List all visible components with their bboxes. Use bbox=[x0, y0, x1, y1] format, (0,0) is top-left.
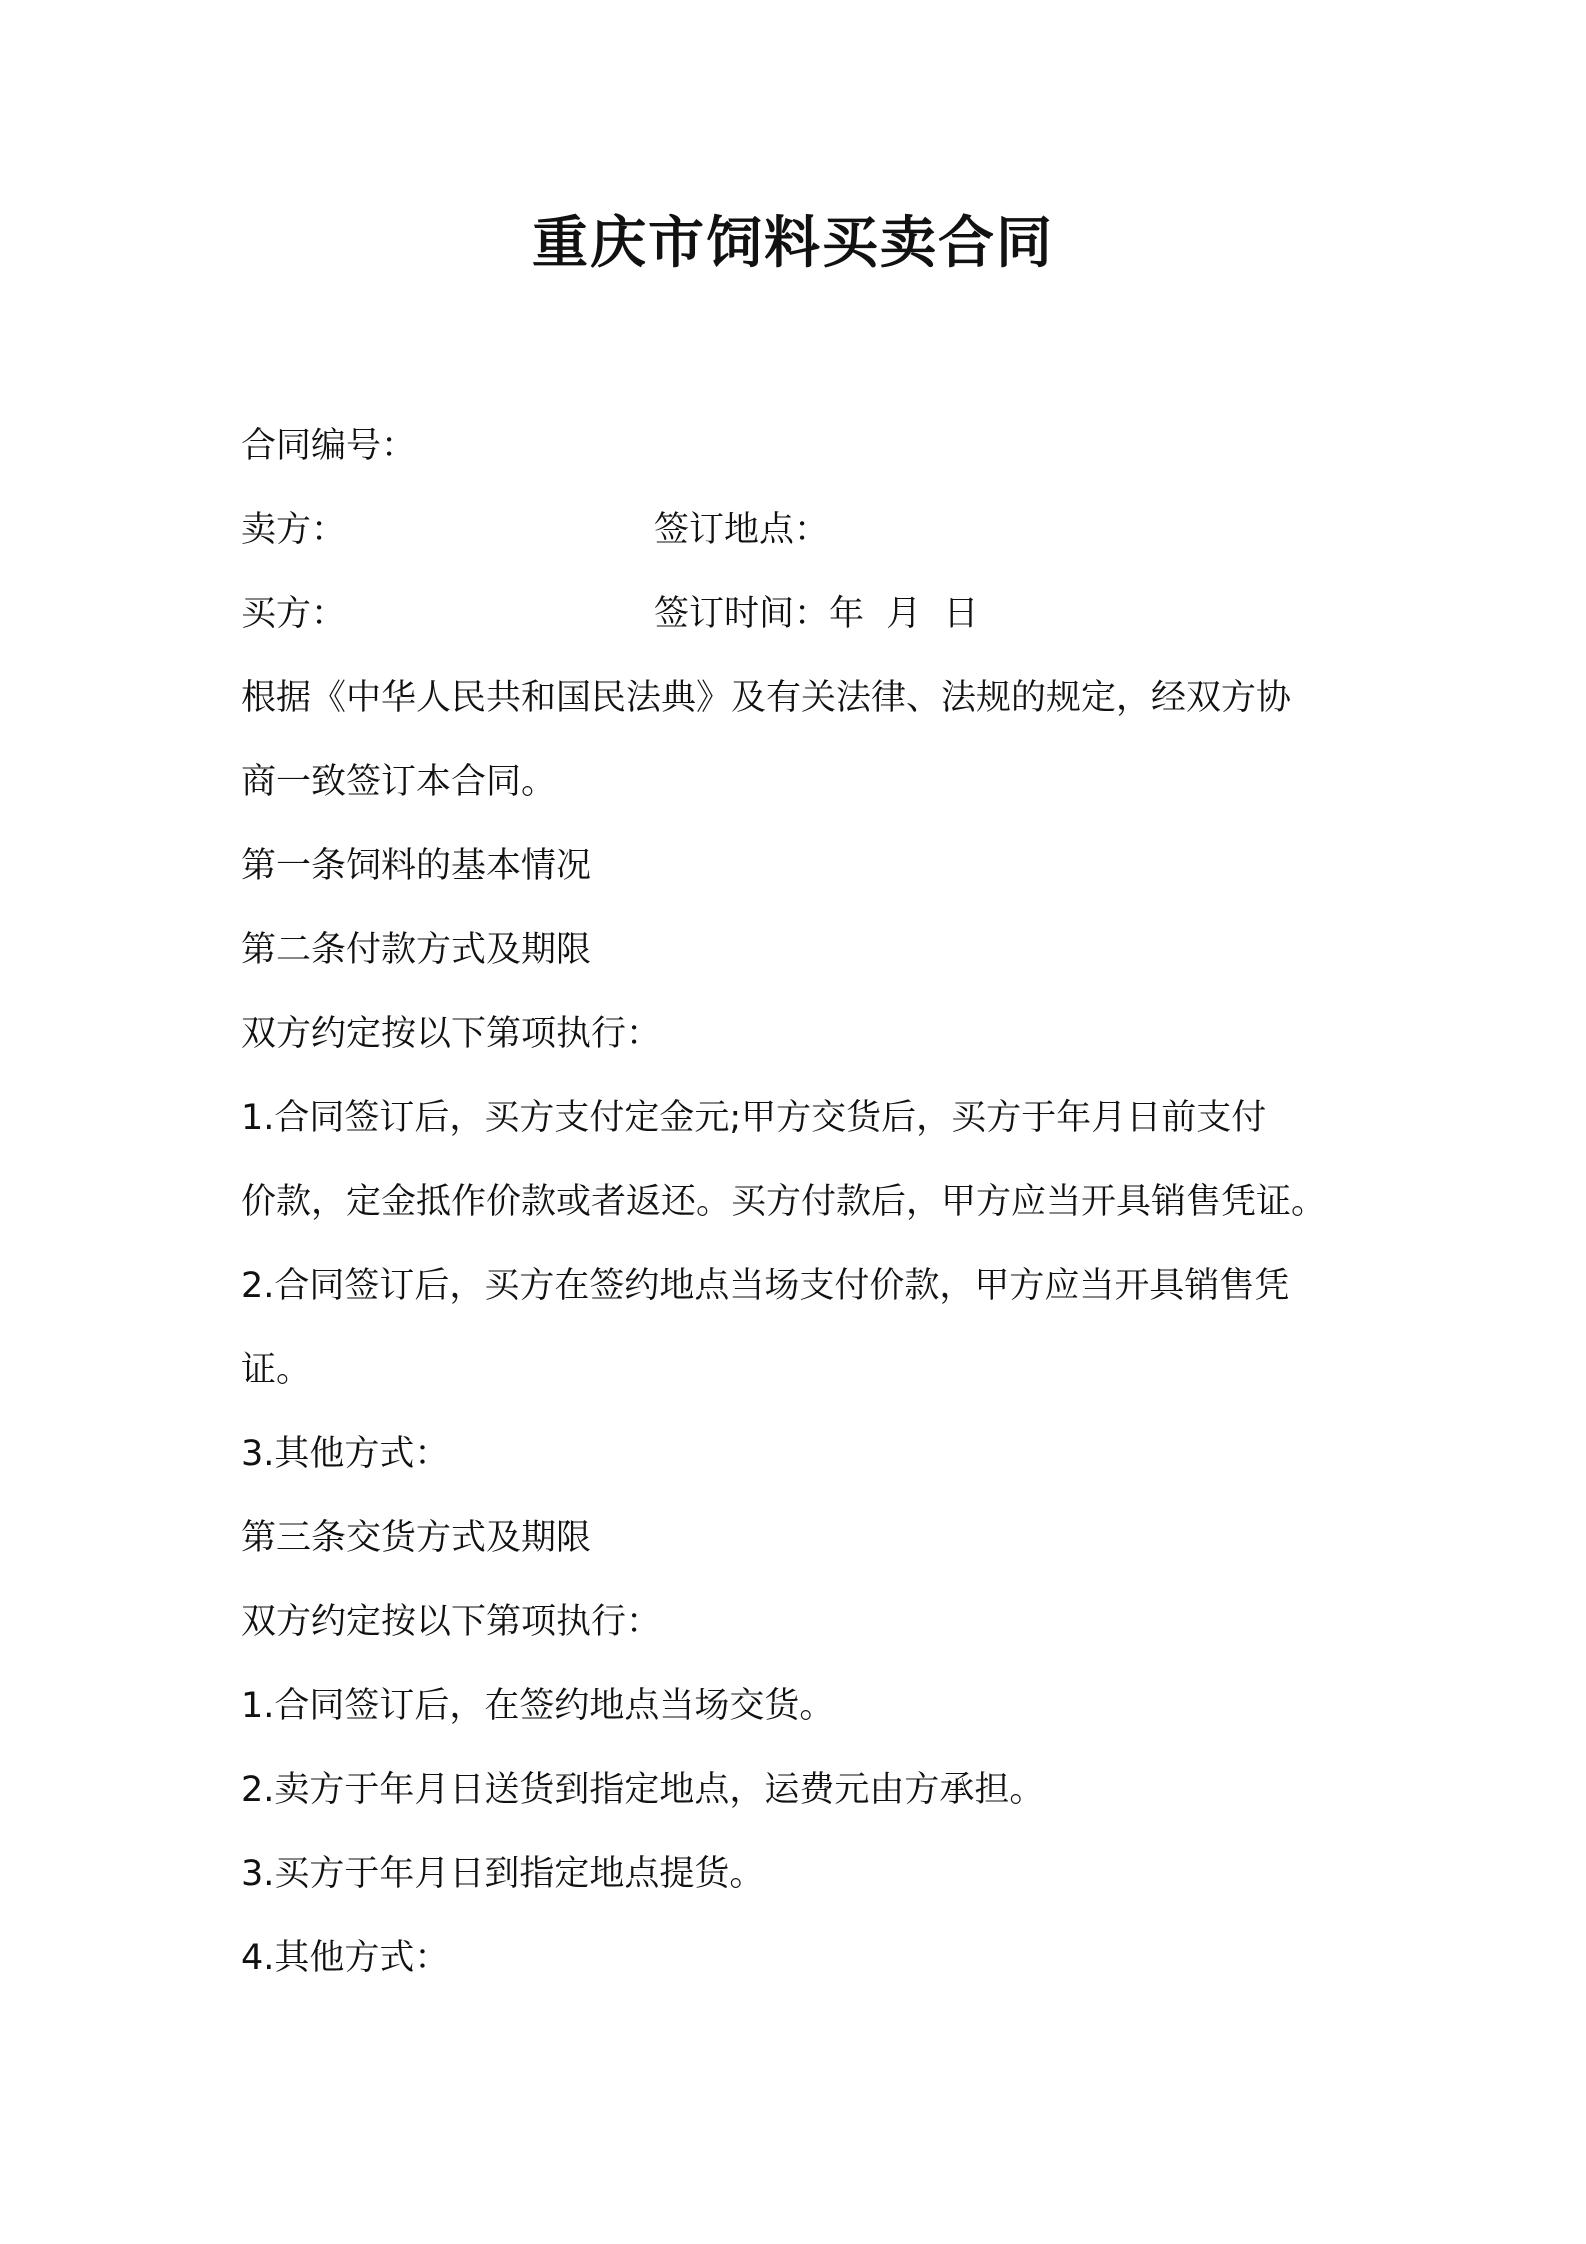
buyer-line bbox=[241, 572, 1361, 656]
document-body bbox=[241, 404, 1361, 2000]
sign-time-label: 签订时间：年 月 日 bbox=[654, 594, 979, 634]
article-2-item-3: 3.其他方式： bbox=[241, 1434, 450, 1474]
document-title: 重庆市饲料买卖合同 bbox=[532, 211, 1054, 276]
article-2-heading: 第二条付款方式及期限 bbox=[241, 930, 592, 970]
article-2-intro: 双方约定按以下第项执行： bbox=[241, 1014, 662, 1054]
seller-line bbox=[241, 488, 1361, 572]
article-3-item-1: 1.合同签订后，在签约地点当场交货。 bbox=[241, 1686, 835, 1726]
buyer-label: 买方： bbox=[241, 594, 347, 634]
article-1-heading: 第一条饲料的基本情况 bbox=[241, 846, 592, 886]
article-3-item-3: 3.买方于年月日到指定地点提货。 bbox=[241, 1854, 765, 1894]
article-3-intro: 双方约定按以下第项执行： bbox=[241, 1602, 662, 1642]
intro-line-1: 根据《中华人民共和国民法典》及有关法律、法规的规定，经双方协 bbox=[241, 678, 1292, 718]
intro-line-2: 商一致签订本合同。 bbox=[241, 762, 557, 802]
article-2-item-2-line-2: 证。 bbox=[241, 1350, 312, 1390]
article-2-item-1-line-2: 价款，定金抵作价款或者返还。买方付款后，甲方应当开具销售凭证。 bbox=[241, 1182, 1327, 1222]
article-2-item-1-line-1: 1.合同签订后，买方支付定金元;甲方交货后，买方于年月日前支付 bbox=[241, 1098, 1267, 1138]
contract-no-line: 合同编号： bbox=[241, 426, 417, 466]
article-3-heading: 第三条交货方式及期限 bbox=[241, 1518, 592, 1558]
article-2-item-2-line-1: 2.合同签订后，买方在签约地点当场支付价款，甲方应当开具销售凭 bbox=[241, 1266, 1290, 1306]
seller-label: 卖方： bbox=[241, 510, 347, 550]
sign-place-label: 签订地点： bbox=[654, 510, 830, 550]
article-3-item-4: 4.其他方式： bbox=[241, 1938, 450, 1978]
article-3-item-2: 2.卖方于年月日送货到指定地点，运费元由方承担。 bbox=[241, 1770, 1045, 1810]
